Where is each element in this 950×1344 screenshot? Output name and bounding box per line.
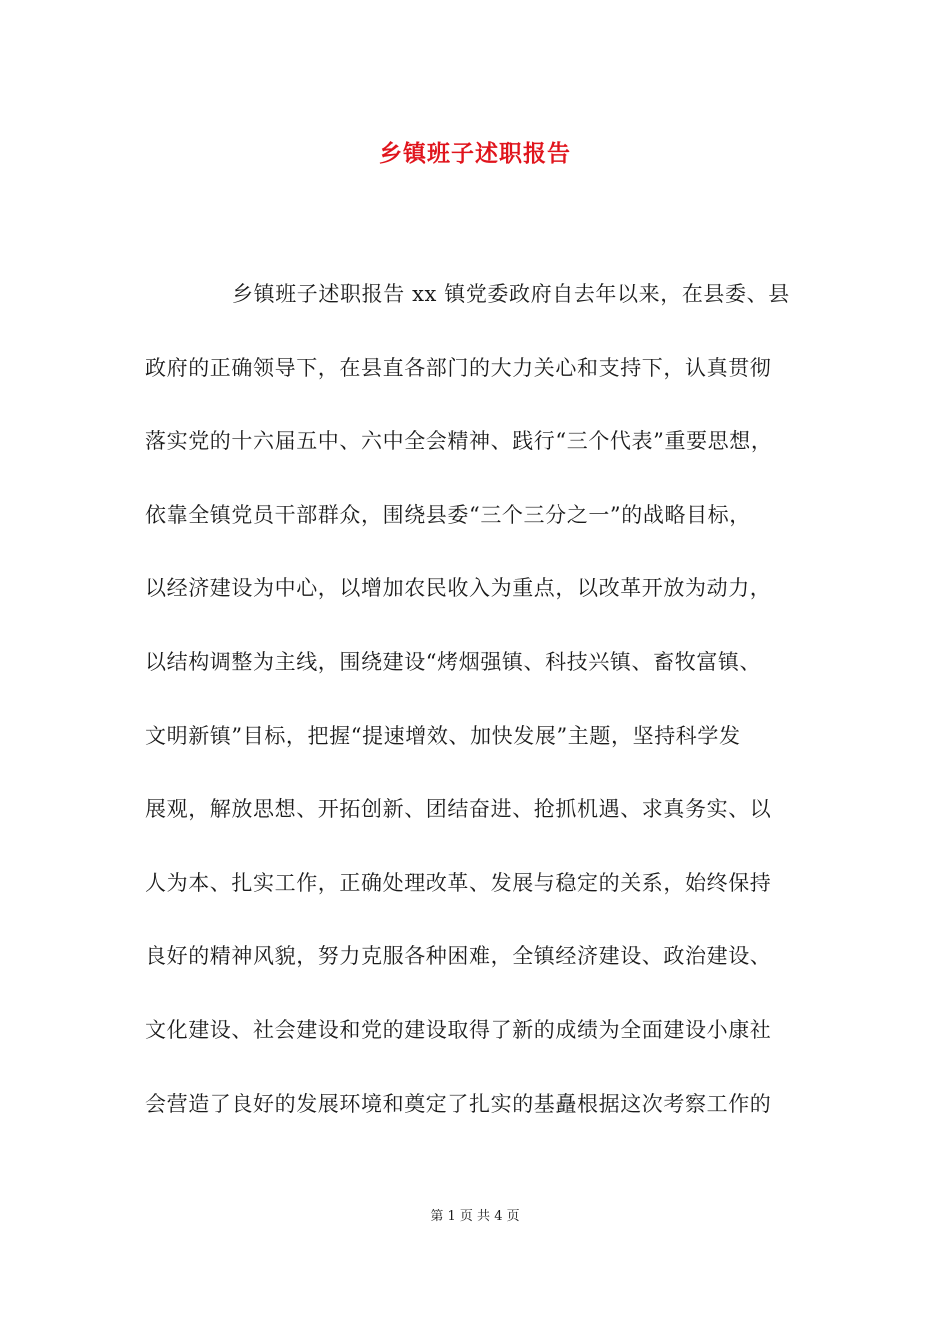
page-number-footer: 第 1 页 共 4 页	[430, 1209, 520, 1224]
document-title: 乡镇班子述职报告	[379, 140, 571, 167]
document-page: 乡镇班子述职报告 乡镇班子述职报告 xx 镇党委政府自去年以来，在县委、县 政府的正确领导下，在县直各部门的大力关心和支持下，认真贯彻 落实党的十六届五中、六中全会精神、践行“三个代表”重要思想， 依靠全镇党员干部群众，围绕县委“三个三分之一”的战略目标， 以经济建设为中心，以增加农民收入为重点，以改革开放为动力， 以结构调整为主线，围绕建设“烤烟强镇、科技兴镇、畜牧富镇、 文明新镇”目标，把握“提速增效、加快发展”主题，坚持科学发 展观，解放思想、开拓创新、团结奋进、抢抓机遇、求真务实、以 人为本、扎实工作，正确处理改革、发展与稳定的关系，始终保持 良好的精神风貌，努力克服各种困难，全镇经济建设、政治建设、 文化建设、社会建设和党的建设取得了新的成绩为全面建设小康社 会营造了良好的发展环境和奠定了扎实的基矗根据这次考察工作的 第 1 页 共 4 页	[0, 0, 950, 1344]
body-line: 乡镇班子述职报告 xx 镇党委政府自去年以来，在县委、县	[232, 282, 790, 306]
